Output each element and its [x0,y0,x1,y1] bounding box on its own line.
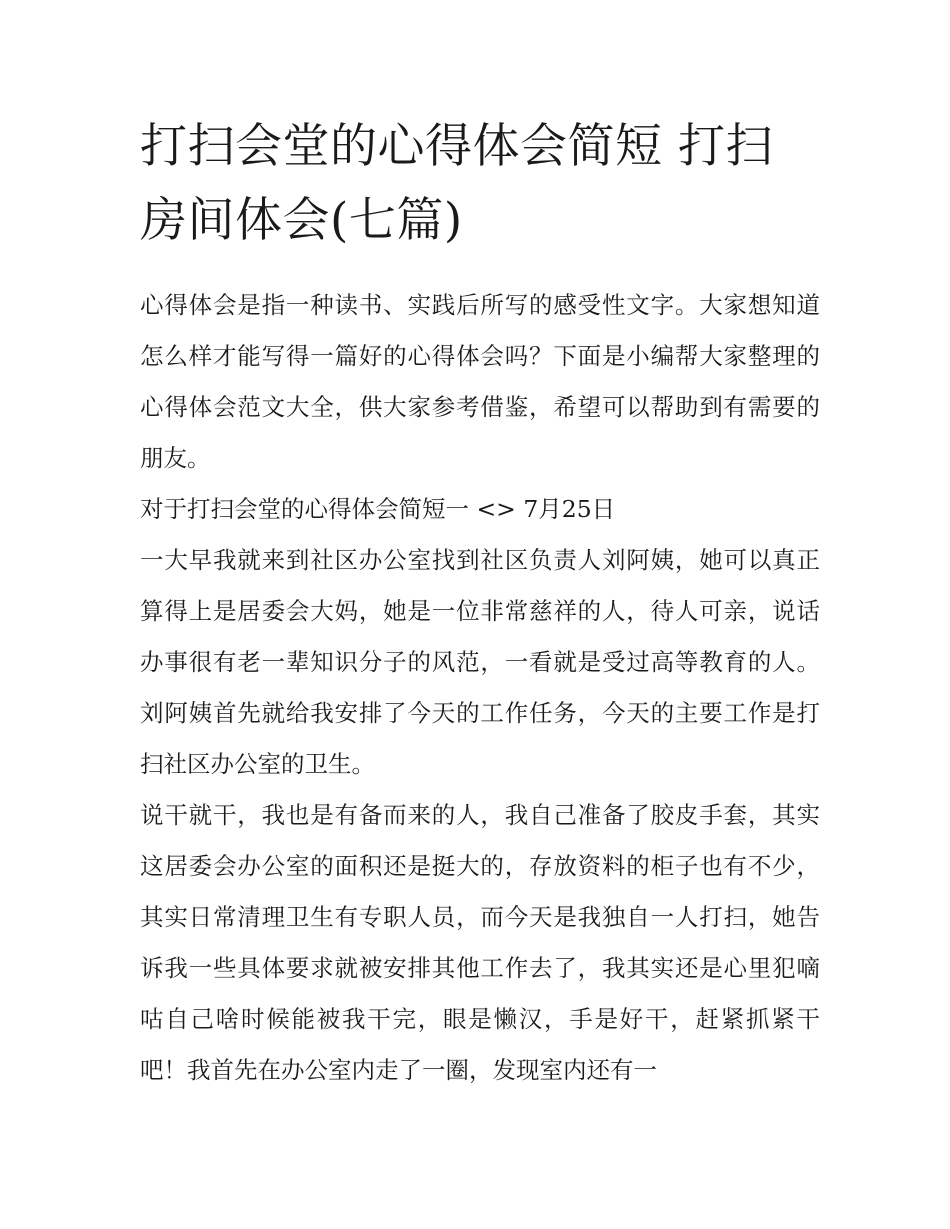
body-paragraph: 一大早我就来到社区办公室找到社区负责人刘阿姨，她可以真正算得上是居委会大妈，她是一位非常慈祥的人，待人可亲，说话办事很有老一辈知识分子的风范，一看就是受过高等教育的人。刘阿姨首先就给我安排了今天的工作任务，今天的主要工作是打扫社区办公室的卫生。 [140,546,820,778]
body-paragraph: 说干就干，我也是有备而来的人，我自己准备了胶皮手套，其实这居委会办公室的面积还是挺大的，存放资料的柜子也有不少，其实日常清理卫生有专职人员，而今天是我独自一人打扫，她告诉我一些具体要求就被安排其他工作去了，我其实还是心里犯嘀咕自己啥时候能被我干完，眼是懒汉，手是好干，赶紧抓紧干吧！我首先在办公室内走了一圈，发现室内还有一 [140,801,820,1084]
document-page [140,110,820,1096]
document-title: 打扫会堂的心得体会简短 打扫房间体会(七篇) [140,119,773,248]
section-heading: 对于打扫会堂的心得体会简短一 <> 7月25日 [140,495,616,523]
intro-paragraph: 心得体会是指一种读书、实践后所写的感受性文字。大家想知道怎么样才能写得一篇好的心得体会吗？下面是小编帮大家整理的心得体会范文大全，供大家参考借鉴，希望可以帮助到有需要的朋友。 [140,291,820,472]
